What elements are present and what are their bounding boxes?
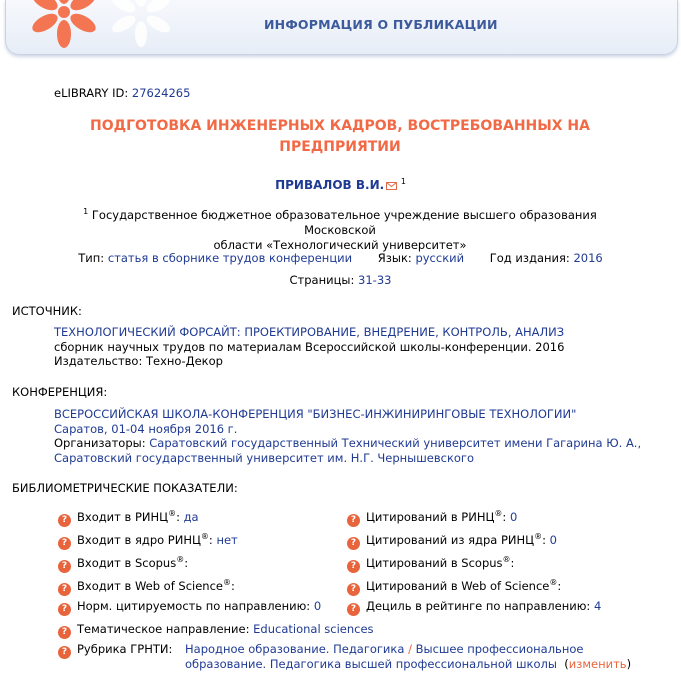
author-link[interactable]: ПРИВАЛОВ В.И. — [275, 177, 385, 192]
affil-line1: Государственное бюджетное образовательное учреждение высшего образования Московской — [91, 207, 597, 237]
conference-heading: КОНФЕРЕНЦИЯ: — [12, 385, 108, 399]
grnti-label: Рубрика ГРНТИ: — [77, 642, 173, 656]
affiliation — [50, 204, 630, 253]
page-header — [5, 0, 678, 55]
source-title-link[interactable]: ТЕХНОЛОГИЧЕСКИЙ ФОРСАЙТ: ПРОЕКТИРОВАНИЕ, ВНЕДРЕНИЕ, КОНТРОЛЬ, АНАЛИЗ — [54, 325, 565, 339]
type-value[interactable]: статья в сборнике трудов конференции — [107, 251, 353, 265]
help-icon[interactable]: ? — [58, 583, 71, 596]
help-icon[interactable]: ? — [347, 537, 360, 550]
metric-rinc-in: ? Входит в РИНЦ®: да — [58, 509, 199, 527]
rinc-in-value[interactable]: да — [183, 509, 199, 524]
metric-wos-in: ? Входит в Web of Science®: — [58, 578, 235, 596]
help-icon[interactable]: ? — [347, 514, 360, 527]
author-affil-sup: 1 — [400, 177, 406, 186]
cit-rinc-value[interactable]: 0 — [509, 509, 518, 524]
decile-value[interactable]: 4 — [593, 599, 602, 613]
metric-cit-scopus: ? Цитирований в Scopus®: — [347, 555, 514, 573]
metric-rinc-core: ? Входит в ядро РИНЦ®: нет — [58, 532, 238, 550]
elibrary-id-label: eLIBRARY ID: — [54, 86, 129, 100]
flower-decor-icon — [106, 0, 176, 54]
affil-sup: 1 — [83, 207, 89, 216]
publication-title — [40, 116, 640, 158]
flower-logo-icon — [24, 0, 104, 50]
help-icon[interactable]: ? — [58, 560, 71, 573]
elibrary-id-link[interactable]: 27624265 — [131, 86, 191, 100]
metric-decile: ? Дециль в рейтинге по направлению: 4 — [347, 599, 601, 616]
pages-label: Страницы: — [289, 273, 355, 287]
theme-value-link[interactable]: Educational sciences — [253, 622, 374, 636]
help-icon[interactable]: ? — [58, 626, 71, 639]
organizer-1-link[interactable]: Саратовский государственный Технический университет имени Гагарина Ю. А., — [149, 436, 642, 450]
grnti-part2-link[interactable]: Высшее профессиональное — [415, 642, 584, 656]
cit-core-value[interactable]: 0 — [549, 532, 557, 547]
publication-title-line2: ПРЕДПРИЯТИИ — [279, 139, 401, 155]
source-block — [54, 325, 564, 369]
lang-value[interactable]: русский — [415, 251, 465, 265]
conference-block — [54, 407, 641, 465]
norm-citation-value[interactable]: 0 — [313, 599, 322, 613]
help-icon[interactable]: ? — [58, 646, 71, 659]
conference-place-date[interactable]: Саратов, 01-04 ноября 2016 г. — [54, 421, 238, 436]
help-icon[interactable]: ? — [58, 537, 71, 550]
affil-line2: области «Технологический университет» — [213, 237, 467, 252]
email-icon[interactable] — [386, 182, 397, 190]
year-label: Год издания: — [489, 251, 570, 265]
metric-grnti — [58, 642, 172, 659]
type-label: Тип: — [78, 251, 105, 265]
grnti-part1-link[interactable]: Народное образование. Педагогика — [185, 642, 405, 656]
elibrary-id-row — [54, 86, 190, 100]
biblio-heading: БИБЛИОМЕТРИЧЕСКИЕ ПОКАЗАТЕЛИ: — [12, 481, 238, 495]
grnti-part2-cont[interactable]: образование. Педагогика высшей профессиональной школы — [185, 657, 557, 671]
rinc-core-value[interactable]: нет — [216, 532, 238, 547]
year-value[interactable]: 2016 — [573, 251, 603, 265]
organizer-2-link[interactable]: Саратовский государственный университет им. Н.Г. Чернышевского — [54, 450, 475, 465]
help-icon[interactable]: ? — [58, 603, 71, 616]
help-icon[interactable]: ? — [347, 603, 360, 616]
pages-row — [0, 273, 681, 287]
metric-norm-citation: ? Норм. цитируемость по направлению: 0 — [58, 599, 321, 616]
source-heading: ИСТОЧНИК: — [12, 304, 82, 318]
source-publisher: Издательство: Техно-Декор — [54, 354, 223, 368]
source-desc: сборник научных трудов по материалам Всероссийской школы-конференции. 2016 — [54, 339, 565, 354]
help-icon[interactable]: ? — [58, 514, 71, 527]
help-icon[interactable]: ? — [347, 583, 360, 596]
author-row — [0, 177, 681, 192]
pages-value[interactable]: 31-33 — [358, 273, 392, 287]
publication-title-line1: ПОДГОТОВКА ИНЖЕНЕРНЫХ КАДРОВ, ВОСТРЕБОВАННЫХ НА — [90, 118, 590, 134]
help-icon[interactable]: ? — [347, 560, 360, 573]
header-title: ИНФОРМАЦИЯ О ПУБЛИКАЦИИ — [264, 17, 498, 32]
metric-cit-rinc: ? Цитирований в РИНЦ®: 0 — [347, 509, 517, 527]
lang-label: Язык: — [377, 251, 412, 265]
change-link[interactable]: изменить — [568, 657, 627, 671]
type-row — [0, 251, 681, 265]
metric-theme: ? Тематическое направление: Educational sciences — [58, 622, 374, 639]
organizers-label: Организаторы: — [54, 436, 146, 450]
grnti-rubric: Народное образование. Педагогика / Высшее профессиональное образование. Педагогика высшей профессиональной школы (изменить) — [185, 642, 632, 671]
metric-scopus-in: ? Входит в Scopus®: — [58, 555, 188, 573]
conference-title-link[interactable]: ВСЕРОССИЙСКАЯ ШКОЛА-КОНФЕРЕНЦИЯ "БИЗНЕС-ИНЖИНИРИНГОВЫЕ ТЕХНОЛОГИИ" — [54, 407, 577, 421]
metric-cit-wos: ? Цитирований в Web of Science®: — [347, 578, 561, 596]
metric-cit-core: ? Цитирований из ядра РИНЦ®: 0 — [347, 532, 557, 550]
